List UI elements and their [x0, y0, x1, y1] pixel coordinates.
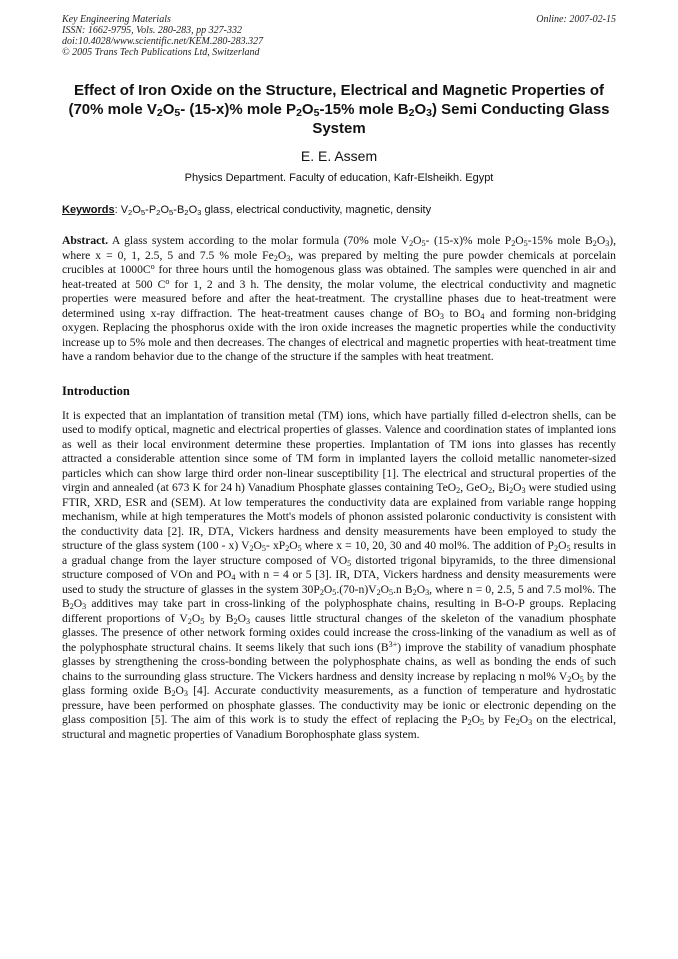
- issn-line: ISSN: 1662-9795, Vols. 280-283, pp 327-332: [62, 25, 242, 36]
- copyright-line: © 2005 Trans Tech Publications Ltd, Switzerland: [62, 47, 260, 58]
- section-heading-introduction: Introduction: [62, 383, 130, 398]
- abstract-paragraph: Abstract. A glass system according to the molar formula (70% mole $V_2O_5-$ (15-x)% mole $P_2O_5-15\%$ mole $B_2O_3$), where x = 0, 1, 2.5, 5 and 7.5 % mole $Fe_2O_3$, was prepared by melting the pure powder chemicals at porcelain crucibles at $1000C^o$ for three hours until the homogenous glass was obtained. The samples were quenched in air and heat-treated at 500 $C^o$ for 1, 2 and 3 h. The density, the molar volume, the electrical conductivity and magnetic properties were measured before and after the heat-treatment. The crystalline phases due to heat-treatment were determined using x-ray diffraction. The heat-treatment causes change of $BO_3$ to $BO_4$ and forming non-bridging oxygen. Replacing the phosphorus oxide with the iron oxide increases the magnetic properties while the conductivity increase up to 5% mole and then decreases. The changes of electrical and magnetic properties with heat-treatment time have a random behavior due to the change of the structure if the samples with heat treatment.: [62, 234, 617, 363]
- author-affiliation: Physics Department. Faculty of education, Kafr-Elsheikh. Egypt: [184, 172, 494, 184]
- paper-page: [62, 14, 616, 742]
- introduction-paragraph: It is expected that an implantation of transition metal (TM) ions, which have partially filled d-electron shells, can be used to modify optical, magnetic and electrical properties of glasses. Valence and coordination states of implanted ions as well as their local environment determine these properties. Implantation of TM ions into glasses has recently attracted a considerable attention since some of TM form in implanted layers the colloid metallic nanometer-sized particles which can show large third order non-linear susceptibility [1]. The electrical and structural properties of the virgin and annealed (at 673 K for 24 h) Vanadium Phosphate glasses containing TeO$_2$, GeO$_2$, $Bi_2O_3$ were studied using FTIR, XRD, ESR and (SEM). At low temperatures the conductivity data are explained from variable range hopping mechanism, while at high temperatures the Mott's models of phonon assisted polaronic conductivity is consistent with the conductivity data [2]. IR, DTA, Vickers hardness and density measurements have been employed to study the structure of the glass system (100 - x) $V_2O_5-$ $xP_2O_5$ where x = 10, 20, 30 and 40 mol%. The addition of $P_2O_5$ results in a gradual change from the layer structure composed of $VO_5$ distorted trigonal bipyramids, to the three dimensional structure composed of VOn and $PO_4$ with n = 4 or 5 [3]. IR, DTA, Vickers hardness and density measurements were used to study the structure of glasses in the system $30P_2O_5.(70-n)V_2O_5.n$ $B_2O_3$, where n = 0, 2.5, 5 and 7.5 mol%. The $B_2O_3$ additives may take part in cross-linking of the polyphosphate chains, resulting in B-O-P groups. Replacing different proportions of $V_2O_5$ by $B_2O_3$ causes little structural changes of the skeleton of the vanadium phosphate glasses. The presence of other network forming oxides could increase the cross-linking of the vanadium as well as of the polyphosphate structural chains. It seems likely that such ions $(B^{3+})$ improve the stability of vanadium phosphate glasses by strengthening the cross-bonding between the polyphosphate chains, as well as bonding the ends of such chains to the surrounding glass structure. The Vickers hardness and density increase by replacing n mol% $V_2O_5$ by the glass forming oxide $B_2O_3$ [4]. Accurate conductivity measurements, as a function of temperature and hydrostatic pressure, have been performed on phosphate glasses. The conductivity may be ionic or electronic depending on the glass composition [5]. The aim of this work is to study the effect of replacing the $P_2O_5$ by $Fe_2O_3$ on the electrical, structural and magnetic properties of Vanadium Borophosphate glass system.: [62, 408, 617, 741]
- doi-line: doi:10.4028/www.scientific.net/KEM.280-283.327: [62, 36, 264, 47]
- abstract-label: Abstract.: [62, 234, 109, 247]
- journal-header: [62, 14, 616, 58]
- journal-name: Key Engineering Materials: [62, 14, 171, 25]
- paper-title: Effect of Iron Oxide on the Structure, Electrical and Magnetic Properties of (70% mole $V_2O_5-$ (15-x)% mole $P_2O_5-15\%$ mole $B_2O_3$) Semi Conducting Glass System: [68, 82, 610, 137]
- author-name: E. E. Assem: [300, 148, 378, 164]
- keywords-line: Keywords: $V_2O_5-P_2O_5-B_2O_3$ glass, electrical conductivity, magnetic, density: [62, 204, 432, 217]
- keywords-label: Keywords: [62, 204, 115, 216]
- online-date: Online: 2007-02-15: [536, 14, 616, 25]
